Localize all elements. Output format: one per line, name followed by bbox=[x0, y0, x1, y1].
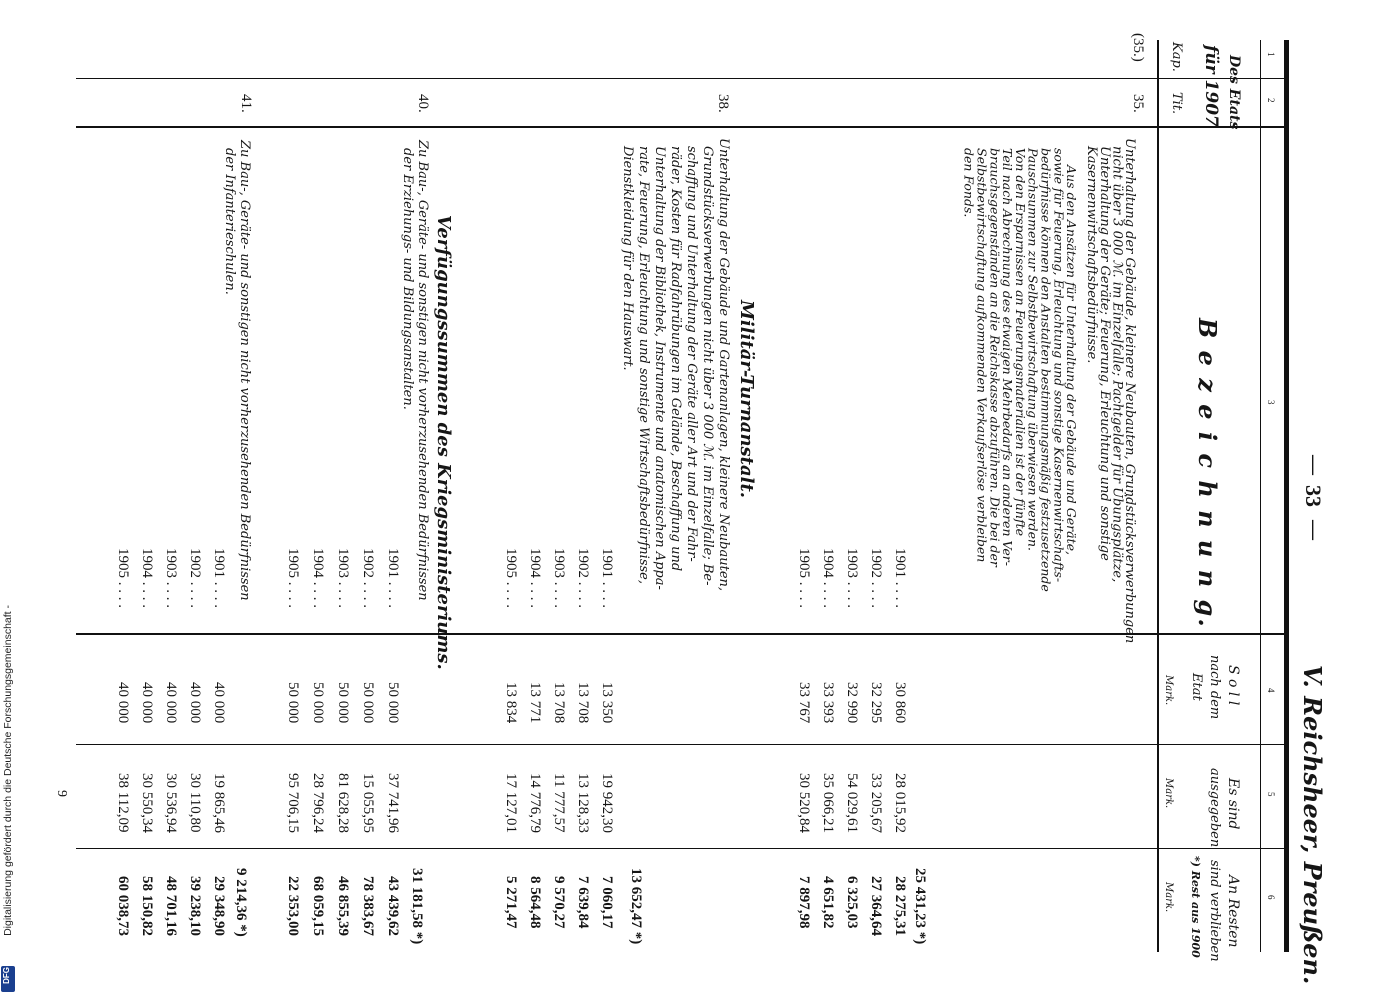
year-label: 1905 . . . . bbox=[503, 548, 519, 608]
year-label: 1905 . . . . bbox=[285, 548, 301, 608]
table-cell-soll: 32 295 bbox=[868, 682, 884, 724]
table-cell-rest: 39 238,10 bbox=[187, 876, 203, 936]
table-cell-rest: 22 353,00 bbox=[285, 876, 301, 936]
table-cell-soll: 40 000 bbox=[211, 682, 227, 724]
column-number-3: 3 bbox=[1266, 400, 1276, 405]
verfuegung-rest-1900: 31 181,58 *) bbox=[409, 868, 425, 945]
year-label: 1902 . . . . bbox=[868, 548, 884, 608]
table-cell-rest: 7 897,98 bbox=[796, 876, 812, 929]
chapter-title: V. Reichsheer, Preußen. bbox=[1298, 665, 1327, 985]
signature-mark: 9 bbox=[54, 790, 69, 797]
table-cell-soll: 50 000 bbox=[310, 682, 326, 724]
table-cell-rest: 29 348,90 bbox=[211, 876, 227, 936]
table-cell-rest: 78 383,67 bbox=[360, 876, 376, 936]
tit-rule bbox=[76, 126, 1286, 128]
tit35-note-line: brauchsgegenständen an die Reichskasse abzuführen. Die bei der bbox=[987, 148, 1003, 567]
year-label: 1901 . . . . bbox=[892, 548, 908, 608]
table-cell-soll: 13 771 bbox=[527, 682, 543, 724]
table-cell-soll: 13 708 bbox=[551, 682, 567, 724]
table-cell-rest: 5 271,47 bbox=[503, 876, 519, 929]
header-bottom-rule bbox=[1157, 40, 1159, 952]
column-number-4: 4 bbox=[1266, 688, 1276, 693]
table-cell-soll: 50 000 bbox=[360, 682, 376, 724]
table-cell-ausgegeben: 28 015,92 bbox=[892, 773, 908, 833]
table-cell-ausgegeben: 30 520,84 bbox=[796, 773, 812, 833]
col-rest-rule bbox=[76, 848, 1286, 849]
militaer-rest-1900: 13 652,47 *) bbox=[628, 868, 644, 945]
militaer-text-line: Grundstücksverwerbungen nicht über 3 000 ℳ. im Einzelfalle; Be- bbox=[700, 146, 715, 586]
table-cell-ausgegeben: 11 777,57 bbox=[551, 773, 567, 833]
militaer-text-line: Unterhaltung der Gebäude und Gartenanlagen, kleinere Neubauten, bbox=[716, 138, 731, 592]
header-soll-3: Etat bbox=[1189, 673, 1204, 701]
heading-verfuegungssummen: Verfügungssummen des Kriegsministeriums. bbox=[433, 215, 454, 670]
header-ausgegeben: Es sind bbox=[1225, 778, 1241, 830]
table-cell-rest: 4 651,82 bbox=[820, 876, 836, 929]
tit35-note-line: den Fonds. bbox=[961, 148, 977, 218]
year-label: 1903 . . . . bbox=[844, 548, 860, 608]
kap-reference: (35.) bbox=[1130, 33, 1146, 62]
table-cell-ausgegeben: 28 796,24 bbox=[310, 773, 326, 833]
tit41-rest-1900: 9 214,36 *) bbox=[233, 868, 249, 937]
header-soll: S o l l bbox=[1225, 665, 1241, 706]
year-label: 1901 . . . . bbox=[211, 548, 227, 608]
table-cell-soll: 13 834 bbox=[503, 682, 519, 724]
table-cell-ausgegeben: 13 128,33 bbox=[575, 773, 591, 833]
year-label: 1904 . . . . bbox=[310, 548, 326, 608]
page-number: 33 bbox=[1301, 485, 1326, 507]
table-cell-rest: 46 855,39 bbox=[335, 876, 351, 936]
table-cell-ausgegeben: 33 205,67 bbox=[868, 773, 884, 833]
head-dash-right: — bbox=[1303, 520, 1325, 540]
table-cell-soll: 32 990 bbox=[844, 682, 860, 724]
tit35-text-line: nicht über 3 000 ℳ. im Einzelfalle; Pachtgelder für Übungsplätze, bbox=[1109, 146, 1125, 583]
year-label: 1903 . . . . bbox=[335, 548, 351, 608]
header-mark-5: Mark. bbox=[1163, 778, 1174, 809]
table-cell-rest: 9 570,27 bbox=[551, 876, 567, 929]
table-cell-ausgegeben: 14 776,79 bbox=[527, 773, 543, 833]
column-number-2: 2 bbox=[1266, 98, 1276, 103]
column-number-5: 5 bbox=[1266, 792, 1276, 797]
table-cell-rest: 48 701,16 bbox=[163, 876, 179, 936]
year-label: 1901 . . . . bbox=[385, 548, 401, 608]
table-cell-soll: 40 000 bbox=[163, 682, 179, 724]
column-number-6: 6 bbox=[1266, 895, 1276, 900]
header-reste-2: sind verblieben bbox=[1207, 860, 1222, 962]
table-cell-soll: 33 393 bbox=[820, 682, 836, 724]
col-soll-rule bbox=[76, 633, 1286, 635]
header-mark-4: Mark. bbox=[1163, 675, 1174, 706]
header-reste-3: *) Rest aus 1900 bbox=[1189, 856, 1202, 958]
table-cell-soll: 13 708 bbox=[575, 682, 591, 724]
year-label: 1902 . . . . bbox=[360, 548, 376, 608]
header-kap: Kap. bbox=[1169, 42, 1184, 72]
header-des-etats: Des Etats bbox=[1226, 55, 1242, 130]
militaer-text-line: räder, Kosten für Radfahrübungen im Gelände, Beschaffung und bbox=[668, 146, 683, 572]
tit35-text-line: Unterhaltung der Gebäude, kleinere Neubauten, Grundstücksverwerbungen bbox=[1122, 138, 1137, 644]
table-cell-soll: 50 000 bbox=[285, 682, 301, 724]
tit-38: 38. bbox=[715, 94, 731, 113]
table-cell-rest: 7 639,84 bbox=[575, 876, 591, 929]
heading-militaer-turnanstalt: Militär-Turnanstalt. bbox=[736, 300, 757, 499]
tit35-note-line: Teil nach Abrechnung des etwaigen Mehrbedarfs an anderen Ver- bbox=[1000, 148, 1016, 566]
table-top-rule bbox=[1284, 40, 1289, 952]
header-tit: Tit. bbox=[1169, 92, 1184, 115]
header-ausgegeben-2: ausgegeben bbox=[1207, 768, 1222, 848]
tit35-note-line: Selbstbewirtschaftung aufkommenden Verkaufserlöse verbleiben bbox=[974, 148, 990, 563]
table-cell-soll: 40 000 bbox=[139, 682, 155, 724]
table-cell-soll: 50 000 bbox=[385, 682, 401, 724]
header-bezeichnung: B e z e i c h n u n g. bbox=[1193, 318, 1222, 629]
table-cell-ausgegeben: 30 536,94 bbox=[163, 773, 179, 833]
verfuegung-text-line: der Erziehungs- und Bildungsanstalten. bbox=[400, 148, 415, 410]
head-dash-left: — bbox=[1303, 455, 1325, 475]
table-cell-rest: 68 059,15 bbox=[310, 876, 326, 936]
col-aus-rule bbox=[76, 744, 1286, 745]
year-label: 1902 . . . . bbox=[575, 548, 591, 608]
year-label: 1903 . . . . bbox=[551, 548, 567, 608]
header-mark-6: Mark. bbox=[1163, 882, 1174, 913]
table-cell-rest: 58 150,82 bbox=[139, 876, 155, 936]
tit41-text-line: Zu Bau-, Geräte- und sonstigen nicht vorherzusehenden Bedürfnissen bbox=[237, 140, 252, 601]
table-cell-ausgegeben: 30 550,34 bbox=[139, 773, 155, 833]
year-label: 1904 . . . . bbox=[820, 548, 836, 608]
tit35-note-line: sowie für Feuerung, Erleuchtung und sonstige Kasernenwirtschafts- bbox=[1051, 148, 1067, 583]
table-cell-ausgegeben: 95 706,15 bbox=[285, 773, 301, 833]
tit35-note-line: Pauschsummen zur Selbstbewirtschaftung überwiesen werden. bbox=[1025, 148, 1041, 551]
table-cell-rest: 7 060,17 bbox=[599, 876, 615, 929]
year-label: 1903 . . . . bbox=[163, 548, 179, 608]
dfg-logo-text: DFG bbox=[2, 967, 11, 984]
tit-40: 40. bbox=[415, 94, 431, 113]
table-cell-ausgegeben: 37 741,96 bbox=[385, 773, 401, 833]
tit35-rest-1900: 25 431,23 *) bbox=[912, 868, 928, 945]
table-cell-ausgegeben: 54 029,61 bbox=[844, 773, 860, 833]
year-label: 1901 . . . . bbox=[599, 548, 615, 608]
militaer-text-line: Unterhaltung der Bibliothek, Instrumente und anatomischen Appa- bbox=[652, 146, 667, 590]
table-cell-ausgegeben: 81 628,28 bbox=[335, 773, 351, 833]
table-cell-rest: 27 364,64 bbox=[868, 876, 884, 936]
tit41-text-line: der Infanterieschulen. bbox=[222, 148, 237, 295]
table-cell-soll: 40 000 bbox=[115, 682, 131, 724]
table-cell-rest: 60 038,73 bbox=[115, 876, 131, 936]
column-number-1: 1 bbox=[1266, 52, 1276, 57]
column-number-rule bbox=[1260, 40, 1261, 952]
tit35-note-line: bedürfnisse können den Anstalten bestimmungsmäßig festzusetzende bbox=[1038, 148, 1054, 592]
tit35-note-line: Aus den Ansätzen für Unterhaltung der Gebäude und Geräte, bbox=[1064, 165, 1080, 555]
table-cell-soll: 30 860 bbox=[892, 682, 908, 724]
footer-note: Digitalisierung gefördert durch die Deutsche Forschungsgemeinschaft - bbox=[2, 605, 14, 936]
year-label: 1905 . . . . bbox=[796, 548, 812, 608]
table-cell-ausgegeben: 17 127,01 bbox=[503, 773, 519, 833]
table-cell-soll: 33 767 bbox=[796, 682, 812, 724]
table-cell-ausgegeben: 35 066,21 bbox=[820, 773, 836, 833]
year-label: 1902 . . . . bbox=[187, 548, 203, 608]
header-reste: An Resten bbox=[1225, 875, 1241, 948]
header-soll-2: nach dem bbox=[1207, 655, 1222, 720]
tit-35: 35. bbox=[1130, 94, 1146, 113]
table-cell-ausgegeben: 30 110,80 bbox=[187, 773, 203, 833]
militaer-text-line: Dienstkleidung für den Hauswart. bbox=[620, 146, 635, 371]
tit35-note-line: Von den Ersparnissen an Feuerungsmaterialien ist der fünfte bbox=[1012, 148, 1028, 537]
table-cell-rest: 43 439,62 bbox=[385, 876, 401, 936]
header-fuer-1907: für 1907 bbox=[1201, 45, 1221, 127]
table-cell-ausgegeben: 19 865,46 bbox=[211, 773, 227, 833]
table-cell-rest: 28 275,31 bbox=[892, 876, 908, 936]
table-cell-soll: 13 350 bbox=[599, 682, 615, 724]
table-cell-ausgegeben: 38 112,09 bbox=[115, 773, 131, 833]
tit35-text-line: Unterhaltung der Geräte; Feuerung, Erleuchtung und sonstige bbox=[1096, 146, 1112, 561]
table-cell-rest: 8 564,48 bbox=[527, 876, 543, 929]
tit-41: 41. bbox=[238, 94, 254, 113]
table-cell-soll: 50 000 bbox=[335, 682, 351, 724]
table-cell-soll: 40 000 bbox=[187, 682, 203, 724]
dfg-logo bbox=[1, 966, 15, 992]
kap-rule bbox=[76, 78, 1286, 79]
year-label: 1905 . . . . bbox=[115, 548, 131, 608]
militaer-text-line: schaffung und Unterhaltung der Geräte aller Art und der Fahr- bbox=[684, 146, 699, 562]
table-cell-ausgegeben: 19 942,30 bbox=[599, 773, 615, 833]
table-cell-ausgegeben: 15 055,95 bbox=[360, 773, 376, 833]
year-label: 1904 . . . . bbox=[527, 548, 543, 608]
year-label: 1904 . . . . bbox=[139, 548, 155, 608]
militaer-text-line: rate, Feuerung, Erleuchtung und sonstige Wirtschaftsbedürfnisse, bbox=[636, 146, 651, 584]
tit35-text-line: Kasernenwirtschaftsbedürfnisse. bbox=[1084, 146, 1100, 364]
verfuegung-text-line: Zu Bau-, Geräte- und sonstigen nicht vorherzusehenden Bedürfnissen bbox=[415, 140, 430, 601]
table-cell-rest: 6 325,03 bbox=[844, 876, 860, 929]
